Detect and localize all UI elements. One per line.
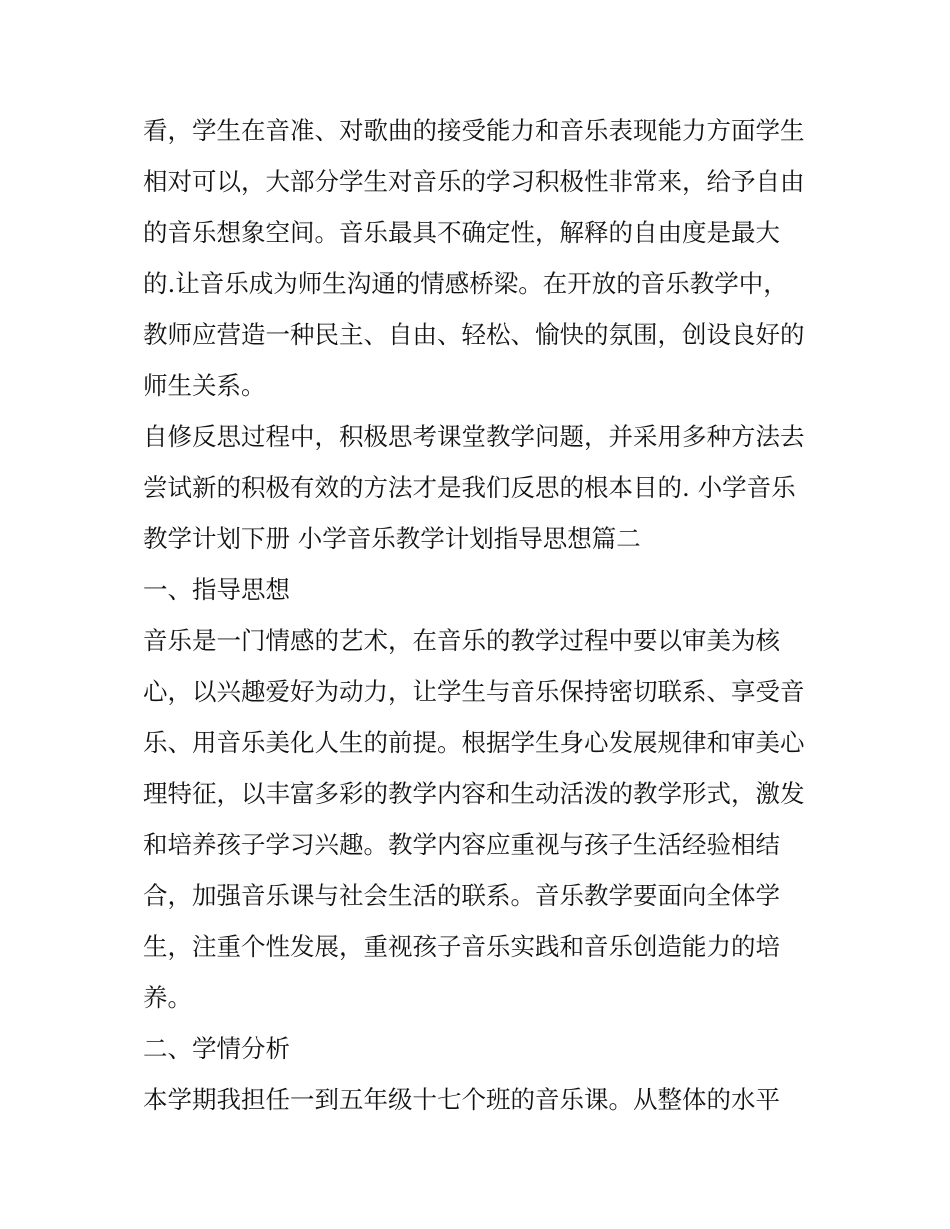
- text-line: 和培养孩子学习兴趣。教学内容应重视与孩子生活经验相结: [143, 830, 780, 859]
- section-heading: 二、学情分析: [143, 1034, 290, 1063]
- text-line: 理特征，以丰富多彩的教学内容和生动活泼的教学形式，激发: [143, 779, 805, 808]
- text-line: 本学期我担任一到五年级十七个班的音乐课。从整体的水平: [143, 1085, 780, 1114]
- text-line: 教师应营造一种民主、自由、轻松、愉快的氛围，创设良好的: [143, 320, 805, 349]
- section-heading: 一、指导思想: [143, 575, 290, 604]
- text-line: 的音乐想象空间。音乐最具不确定性，解释的自由度是最大: [143, 218, 780, 247]
- document-body: [143, 105, 823, 1125]
- text-line: 自修反思过程中，积极思考课堂教学问题，并采用多种方法去: [143, 422, 805, 451]
- text-line: 的.让音乐成为师生沟通的情感桥梁。在开放的音乐教学中，: [143, 269, 788, 298]
- text-line: 乐、用音乐美化人生的前提。根据学生身心发展规律和审美心: [143, 728, 805, 757]
- text-line: 合，加强音乐课与社会生活的联系。音乐教学要面向全体学: [143, 881, 780, 910]
- text-line: 养。: [143, 983, 192, 1012]
- text-line: 相对可以，大部分学生对音乐的学习积极性非常来，给予自由: [143, 167, 805, 196]
- text-line: 心，以兴趣爱好为动力，让学生与音乐保持密切联系、享受音: [143, 677, 805, 706]
- text-line: 看，学生在音准、对歌曲的接受能力和音乐表现能力方面学生: [143, 116, 805, 145]
- text-line: 师生关系。: [143, 371, 266, 400]
- text-line: 音乐是一门情感的艺术，在音乐的教学过程中要以审美为核: [143, 626, 780, 655]
- text-line: 尝试新的积极有效的方法才是我们反思的根本目的. 小学音乐: [143, 473, 796, 502]
- text-line: 教学计划下册 小学音乐教学计划指导思想篇二: [143, 524, 641, 553]
- text-line: 生，注重个性发展，重视孩子音乐实践和音乐创造能力的培: [143, 932, 780, 961]
